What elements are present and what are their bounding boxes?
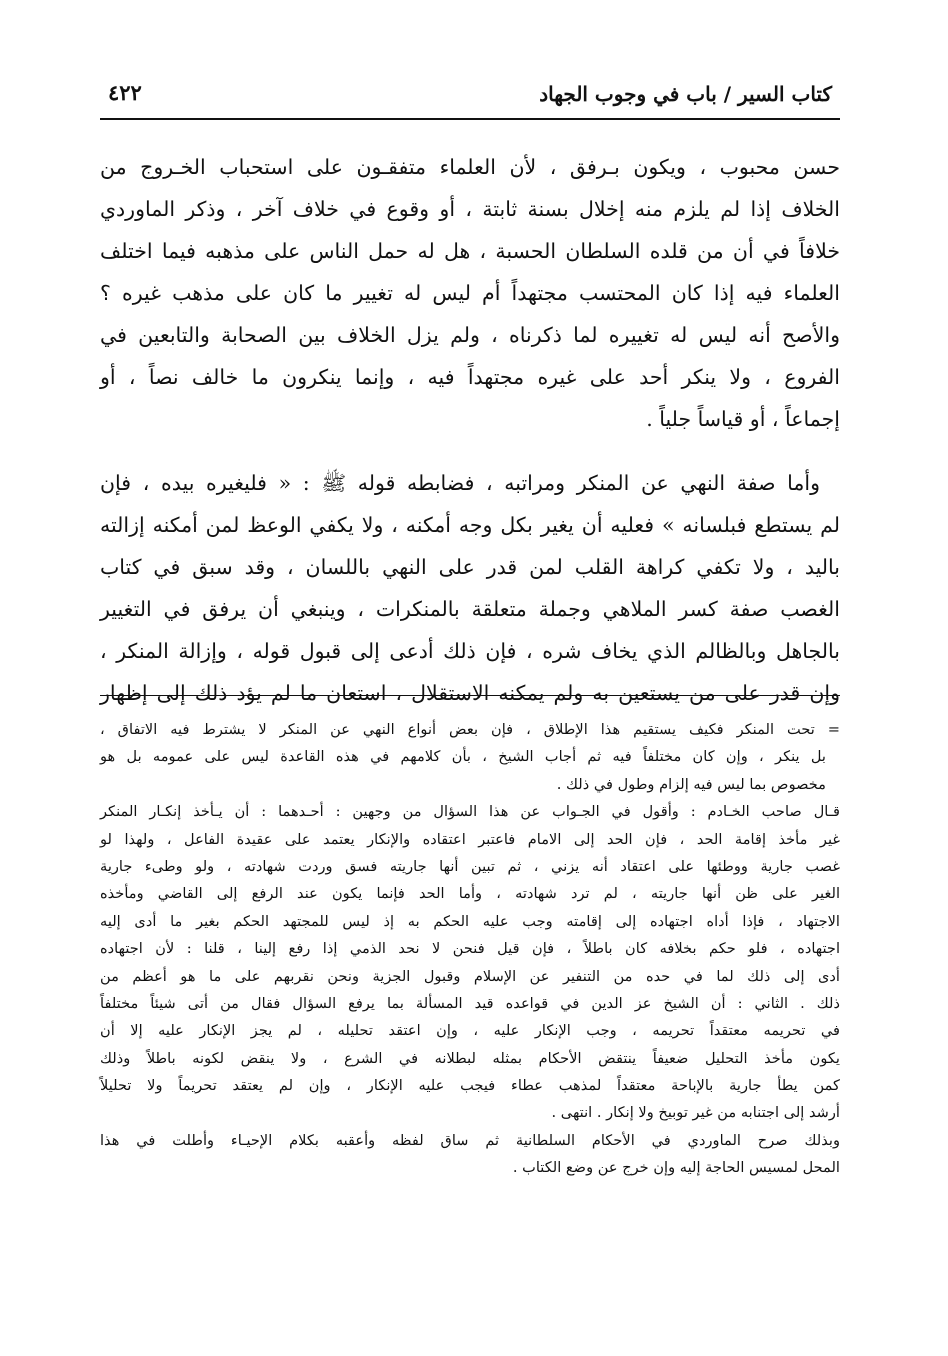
footnote-line: اجتهاده ، فلو حكم بخلافه كان باطلاً ، فإن قيل فنحن لا نحد الذمي إذا رفع إلينا ، قلنا : لأن اجتهاده	[100, 940, 840, 958]
footnote-line: غصب جارية ووطئها على اعتقاد أنه يزني ، ثم تبين أنها جاريته فسق وردت شهادته ، ولو وطىء جارية	[100, 857, 840, 875]
text-line: لم يستطع فبلسانه » فعليه أن يغير بكل وجه أمكنه ، ولا يكفي الوعظ لمن أمكنه إزالته	[100, 513, 840, 537]
text-line: الغصب صفة كسر الملاهي وجملة متعلقة بالمنكرات ، وينبغي أن يرفق في التغيير	[100, 597, 840, 621]
footnote-line: غير مأخذ إقامة الحد ، فإن الحد إلى الامام فاعتبر اعتقاده والإنكار يعتمد على عقيدة الفاعل ، ولهذا لو	[100, 830, 840, 848]
paragraph-2	[100, 462, 840, 714]
footnote-line: قـال صاحب الخـادم : وأقول في الجـواب عن هذا السؤال من وجهين : أحـدهما : أن يـأخذ إنكـار المنكر	[100, 803, 840, 821]
footnote-line: أرشد إلى اجتنابه من غير توبيخ ولا إنكار . انتهى .	[551, 1104, 840, 1122]
text-line: خلافاً في أن من قلده السلطان الحسبة ، هل له حمل الناس على مذهبه فيما اختلف	[100, 239, 840, 263]
main-text	[100, 146, 840, 714]
text-line: وإن قدر على من يستعين به ولم يمكنه الاستقلال ، استعان ما لم يؤد ذلك إلى إظهار	[100, 681, 840, 705]
text-line: الفروع ، ولا ينكر أحد على غيره مجتهداً فيه ، وإنما ينكرون ما خالف نصاً ، أو	[100, 365, 840, 389]
text-line: باليد ، ولا تكفي كراهة القلب لمن قدر على النهي باللسان ، وقد سبق في كتاب	[100, 555, 840, 579]
footnote-line: المحل لمسيس الحاجة إليه وإن خرج عن وضع الكتاب .	[512, 1159, 840, 1177]
footnote-line: الاجتهاد ، فإذا أداه اجتهاده إلى إقامته وجب عليه الحكم به إذ ليس للمجتهد الحكم بغير ما أدى إليه	[100, 912, 840, 930]
header-divider	[100, 118, 840, 120]
footnote-line: وبذلك صرح الماوردي في الأحكام السلطانية ثم ساق لفظه وأعقبه بكلام الإحيـاء وأطلت في هذا	[100, 1131, 840, 1149]
text-line: إجماعاً ، أو قياساً جلياً .	[646, 407, 840, 431]
text-line: وأما صفة النهي عن المنكر ومراتبه ، فضابطه قوله ﷺ : « فليغيره بيده ، فإن	[100, 471, 820, 495]
text-line: والأصح أنه ليس له تغييره لما ذكرناه ، ولم يزل الخلاف بين الصحابة والتابعين في	[100, 323, 840, 347]
footnote-line: بل ينكر ، وإن كان مختلفاً فيه ثم أجاب الشيخ ، بأن كلامهم في هذه القاعدة ليس على عمومه بل هو	[100, 748, 826, 766]
footnote-line: ذلك . الثاني : أن الشيخ عز الدين في قواعده قيد المسألة بما يرفع السؤال فقال من أتى شيئاً مختلفاً	[100, 994, 840, 1012]
paragraph-1	[100, 146, 840, 440]
footnote-line: = تحت المنكر فكيف يستقيم هذا الإطلاق ، فإن بعض أنواع النهي عن المنكر لا يشترط فيه الاتفاق ،	[100, 721, 840, 738]
footnote-line: كمن يطأ جارية بالإباحة معتقداً لمذهب عطاء فيجب عليه الإنكار ، وإن لم يعتقد تحريماً ولا تحليلاً	[100, 1077, 840, 1095]
paragraph-gap	[100, 440, 840, 462]
text-line: العلماء فيه إذا كان المحتسب مجتهداً أم ليس له تغيير ما كان على مذهب غيره ؟	[100, 281, 840, 305]
footnote-line: أدى إلى ذلك لما في حده من التنفير عن الإسلام وقبول الجزية ونحن نقربهم على ما هو أعظم من	[100, 967, 840, 985]
footnotes	[100, 716, 840, 1182]
footnote-divider	[100, 695, 840, 696]
footnote-line: في تحريمه معتقداً تحريمه ، وجب الإنكار عليه ، وإن اعتقد تحليله ، لم يجز الإنكار عليه إلا أن	[100, 1022, 840, 1040]
text-line: حسن محبوب ، ويكون بـرفق ، لأن العلماء متفقـون على استحباب الخـروج من	[100, 155, 840, 179]
running-title: كتاب السير / باب في وجوب الجهاد	[539, 82, 832, 106]
footnote-line: مخصوص بما ليس فيه إلزام وطول في ذلك .	[556, 775, 826, 793]
text-line: بالجاهل وبالظالم الذي يخاف شره ، فإن ذلك أدعى إلى قبول قوله ، وإزالة المنكر ،	[100, 639, 840, 663]
page-header	[100, 72, 840, 116]
text-line: الخلاف إذا لم يلزم منه إخلال بسنة ثابتة ، أو وقوع في خلاف آخر ، وذكر الماوردي	[100, 197, 840, 221]
footnote-line: يكون مأخذ التحليل ضعيفاً ينتقض الأحكام بمثله لبطلانه في الشرع ، ولا ينقض لكونه باطلاً وذلك	[100, 1049, 840, 1067]
footnote-line: الغير على ظن أنها جاريته ، لم ترد شهادته ، وأما الحد فإنما يكون عند الرفع إلى القاضي ومأخذه	[100, 885, 840, 903]
page-number: ٤٢٢	[108, 80, 142, 105]
